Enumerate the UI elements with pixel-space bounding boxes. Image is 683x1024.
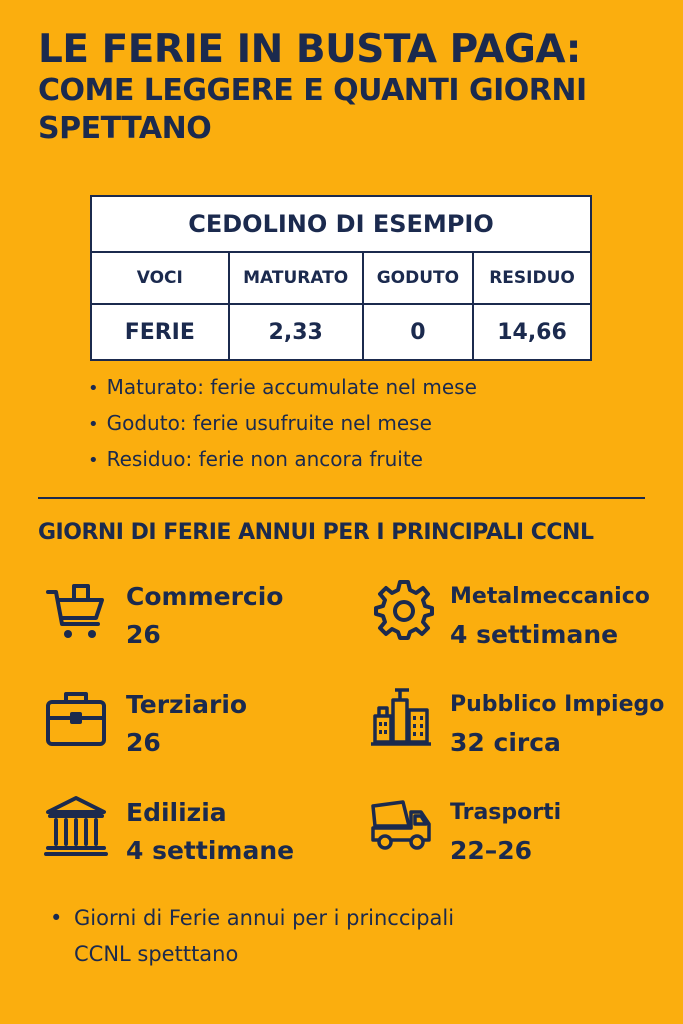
ccnl-item-trasporti [366, 794, 561, 870]
page-title [38, 28, 658, 148]
column-header-maturato: MATURATO [229, 252, 363, 304]
title-line-1: LE FERIE IN BUSTA PAGA: [38, 27, 581, 72]
footer-line-2: CCNL spetttano [74, 942, 239, 966]
ccnl-value: 4 settimane [126, 836, 295, 865]
ccnl-name: Commercio [126, 582, 284, 611]
shopping-cart-icon [44, 578, 108, 642]
ccnl-name: Trasporti [450, 800, 562, 825]
footer-bullet: • [50, 906, 63, 930]
cell-residuo: 14,66 [473, 304, 591, 360]
section-divider [38, 497, 645, 499]
footer-line-1: Giorni di Ferie annui per i princcipali [74, 906, 455, 930]
legend-list [88, 370, 477, 478]
footer-note [50, 900, 650, 972]
column-header-residuo: RESIDUO [473, 252, 591, 304]
ccnl-item-edilizia [44, 794, 294, 870]
ccnl-name: Metalmeccanico [450, 584, 650, 609]
column-header-voci: VOCI [91, 252, 229, 304]
city-buildings-icon [366, 686, 436, 750]
payslip-caption: CEDOLINO DI ESEMPIO [91, 196, 591, 252]
briefcase-icon [44, 686, 108, 750]
ccnl-value: 26 [126, 620, 161, 649]
ccnl-item-terziario [44, 686, 247, 762]
ccnl-name: Terziario [126, 690, 248, 719]
legend-item-maturato: • Maturato: ferie accumulate nel mese [88, 370, 477, 406]
column-header-goduto: GODUTO [363, 252, 473, 304]
cell-maturato: 2,33 [229, 304, 363, 360]
legend-item-residuo: • Residuo: ferie non ancora fruite [88, 442, 477, 478]
ccnl-value: 32 circa [450, 728, 561, 757]
legend-item-goduto: • Goduto: ferie usufruite nel mese [88, 406, 477, 442]
ccnl-item-pubblico-impiego [366, 686, 664, 762]
ccnl-value: 4 settimane [450, 620, 619, 649]
cell-goduto: 0 [363, 304, 473, 360]
title-line-3: SPETTANO [38, 111, 212, 146]
ccnl-item-metalmeccanico [372, 578, 650, 654]
payslip-table [90, 195, 592, 361]
columned-building-icon [44, 794, 108, 858]
cell-voce: FERIE [91, 304, 229, 360]
title-line-2: COME LEGGERE E QUANTI GIORNI [38, 73, 587, 108]
ccnl-name: Edilizia [126, 798, 227, 827]
section-title: GIORNI DI FERIE ANNUI PER I PRINCIPALI CCNL [38, 520, 594, 545]
ccnl-name: Pubblico Impiego [450, 692, 665, 717]
ccnl-item-commercio [44, 578, 283, 654]
dump-truck-icon [366, 794, 436, 858]
table-row [91, 304, 591, 360]
ccnl-value: 22–26 [450, 836, 533, 865]
ccnl-value: 26 [126, 728, 161, 757]
gear-icon [372, 578, 436, 642]
